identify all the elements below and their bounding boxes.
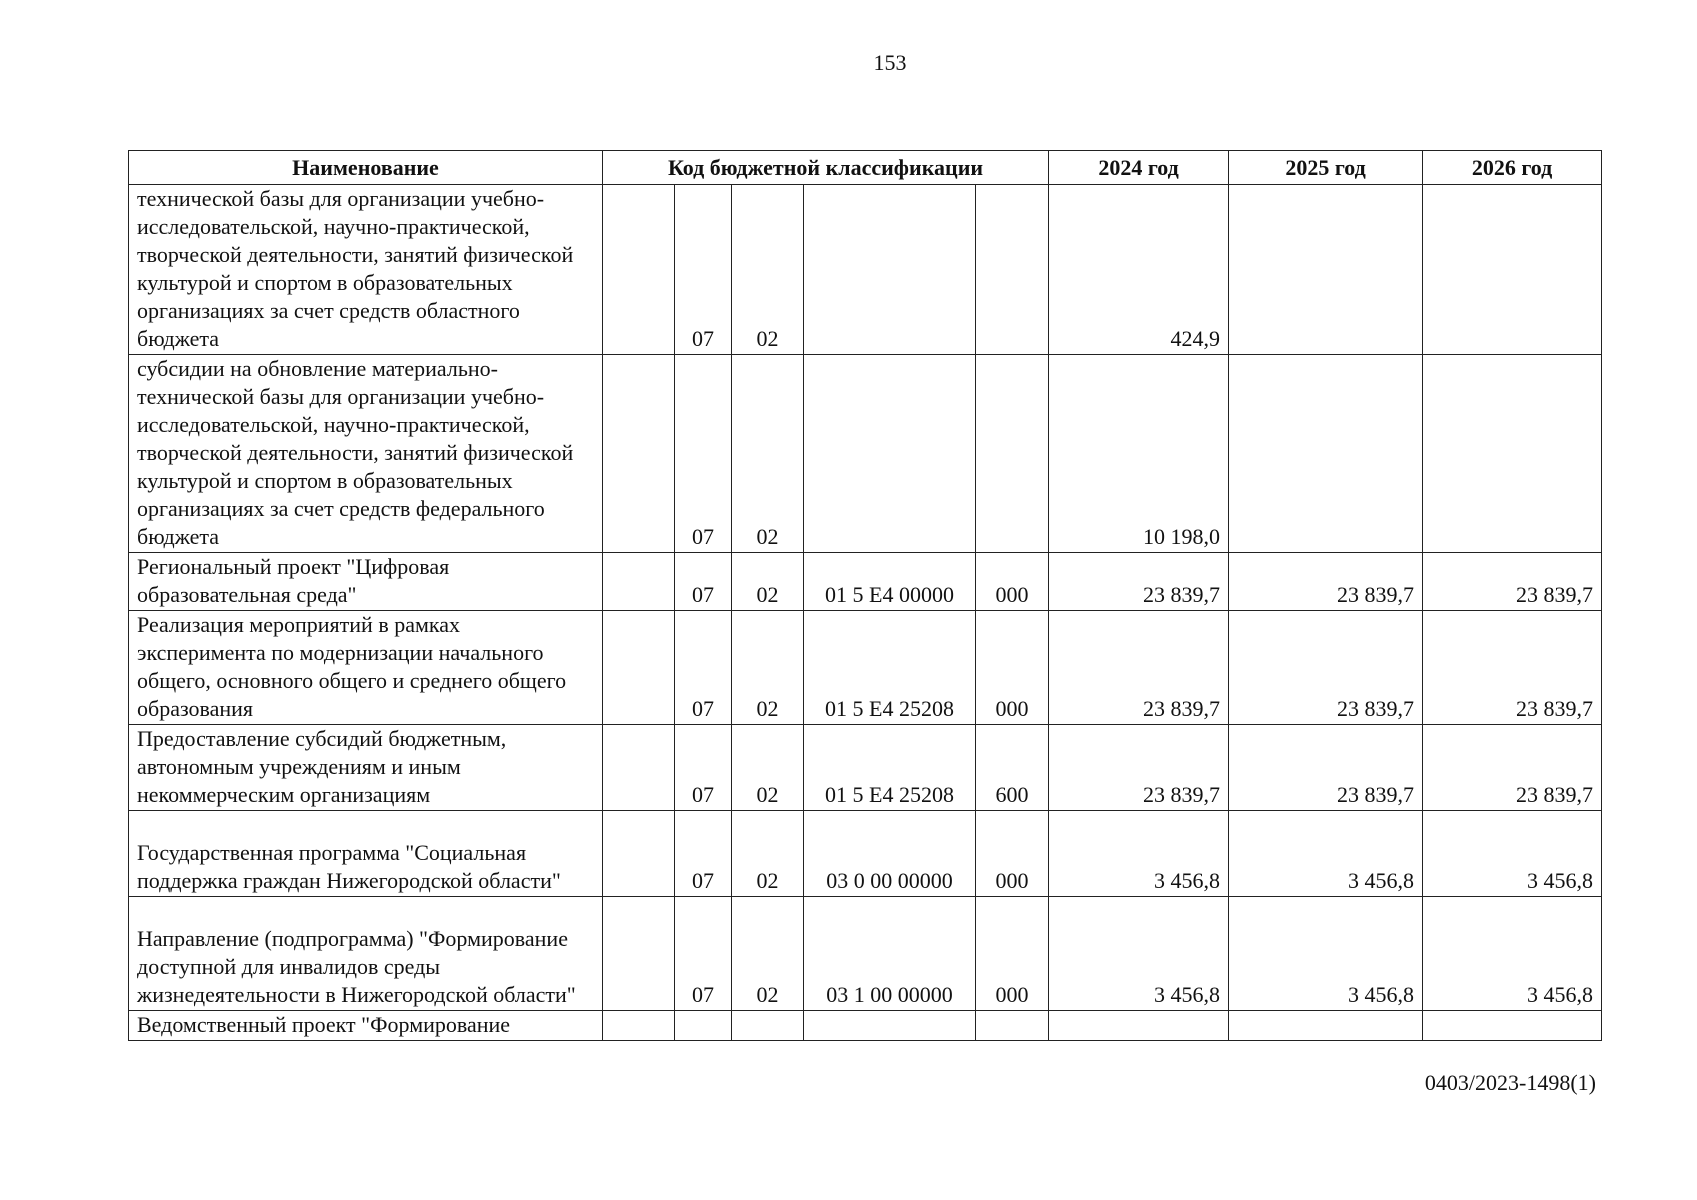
header-2025: 2025 год — [1229, 151, 1423, 185]
row-2025: 23 839,7 — [1229, 725, 1423, 811]
row-section: 07 — [675, 811, 732, 897]
header-name: Наименование — [129, 151, 603, 185]
row-subsection — [732, 1011, 804, 1041]
row-name: технической базы для организации учебно-исследовательской, научно-практической, творческой деятельности, занятий физической культурой и спортом в образовательных организациях за счет средств областного бюджета — [129, 185, 603, 355]
row-2024: 424,9 — [1049, 185, 1229, 355]
row-2026: 3 456,8 — [1423, 811, 1602, 897]
row-subsection: 02 — [732, 553, 804, 611]
row-section: 07 — [675, 553, 732, 611]
row-empty-code — [603, 897, 675, 1011]
row-section: 07 — [675, 355, 732, 553]
row-section: 07 — [675, 185, 732, 355]
row-name: Реализация мероприятий в рамках эксперимента по модернизации начального общего, основного общего и среднего общего образования — [129, 611, 603, 725]
row-section: 07 — [675, 611, 732, 725]
header-code: Код бюджетной классификации — [603, 151, 1049, 185]
header-2026: 2026 год — [1423, 151, 1602, 185]
row-2026 — [1423, 355, 1602, 553]
row-empty-code — [603, 185, 675, 355]
table-row — [129, 355, 1602, 553]
row-empty-code — [603, 1011, 675, 1041]
header-2024: 2024 год — [1049, 151, 1229, 185]
row-target-article: 01 5 E4 25208 — [804, 725, 976, 811]
table-row — [129, 811, 1602, 897]
row-empty-code — [603, 811, 675, 897]
table-row — [129, 185, 1602, 355]
row-2026 — [1423, 185, 1602, 355]
row-2026 — [1423, 1011, 1602, 1041]
row-2025 — [1229, 185, 1423, 355]
row-2024: 3 456,8 — [1049, 897, 1229, 1011]
row-target-article — [804, 185, 976, 355]
row-expense-type: 000 — [976, 611, 1049, 725]
row-expense-type — [976, 185, 1049, 355]
row-2025 — [1229, 355, 1423, 553]
row-2024: 23 839,7 — [1049, 611, 1229, 725]
row-target-article — [804, 1011, 976, 1041]
row-subsection: 02 — [732, 611, 804, 725]
row-name: Предоставление субсидий бюджетным, автономным учреждениям и иным некоммерческим организациям — [129, 725, 603, 811]
row-subsection: 02 — [732, 355, 804, 553]
row-subsection: 02 — [732, 725, 804, 811]
row-expense-type — [976, 355, 1049, 553]
row-2024: 23 839,7 — [1049, 725, 1229, 811]
table-row — [129, 611, 1602, 725]
row-name: Государственная программа "Социальная поддержка граждан Нижегородской области" — [129, 811, 603, 897]
row-2025: 3 456,8 — [1229, 811, 1423, 897]
row-2024: 23 839,7 — [1049, 553, 1229, 611]
row-target-article: 01 5 E4 00000 — [804, 553, 976, 611]
row-name: Направление (подпрограмма) "Формирование доступной для инвалидов среды жизнедеятельности в Нижегородской области" — [129, 897, 603, 1011]
table-row — [129, 725, 1602, 811]
row-empty-code — [603, 355, 675, 553]
row-target-article: 03 0 00 00000 — [804, 811, 976, 897]
row-section: 07 — [675, 725, 732, 811]
table-row — [129, 1011, 1602, 1041]
row-2026: 23 839,7 — [1423, 725, 1602, 811]
row-2024: 3 456,8 — [1049, 811, 1229, 897]
row-2025: 23 839,7 — [1229, 611, 1423, 725]
row-name: субсидии на обновление материально-технической базы для организации учебно-исследовательской, научно-практической, творческой деятельности, занятий физической культурой и спортом в образовательных организациях за счет средств федерального бюджета — [129, 355, 603, 553]
row-target-article: 03 1 00 00000 — [804, 897, 976, 1011]
row-expense-type — [976, 1011, 1049, 1041]
row-expense-type: 600 — [976, 725, 1049, 811]
row-section: 07 — [675, 897, 732, 1011]
row-2024: 10 198,0 — [1049, 355, 1229, 553]
row-expense-type: 000 — [976, 553, 1049, 611]
document-code: 0403/2023-1498(1) — [1424, 1070, 1596, 1095]
table-header-row — [129, 151, 1602, 185]
row-target-article: 01 5 E4 25208 — [804, 611, 976, 725]
budget-table — [128, 150, 1602, 1041]
row-2026: 3 456,8 — [1423, 897, 1602, 1011]
row-2025: 23 839,7 — [1229, 553, 1423, 611]
row-name: Ведомственный проект "Формирование — [129, 1011, 603, 1041]
row-name: Региональный проект "Цифровая образовательная среда" — [129, 553, 603, 611]
row-section — [675, 1011, 732, 1041]
row-2026: 23 839,7 — [1423, 611, 1602, 725]
row-2024 — [1049, 1011, 1229, 1041]
row-2026: 23 839,7 — [1423, 553, 1602, 611]
table-row — [129, 897, 1602, 1011]
page-number: 153 — [873, 50, 907, 75]
row-empty-code — [603, 725, 675, 811]
row-subsection: 02 — [732, 897, 804, 1011]
row-empty-code — [603, 553, 675, 611]
row-subsection: 02 — [732, 811, 804, 897]
row-expense-type: 000 — [976, 811, 1049, 897]
row-expense-type: 000 — [976, 897, 1049, 1011]
table-row — [129, 553, 1602, 611]
row-2025 — [1229, 1011, 1423, 1041]
row-empty-code — [603, 611, 675, 725]
row-target-article — [804, 355, 976, 553]
row-2025: 3 456,8 — [1229, 897, 1423, 1011]
row-subsection: 02 — [732, 185, 804, 355]
